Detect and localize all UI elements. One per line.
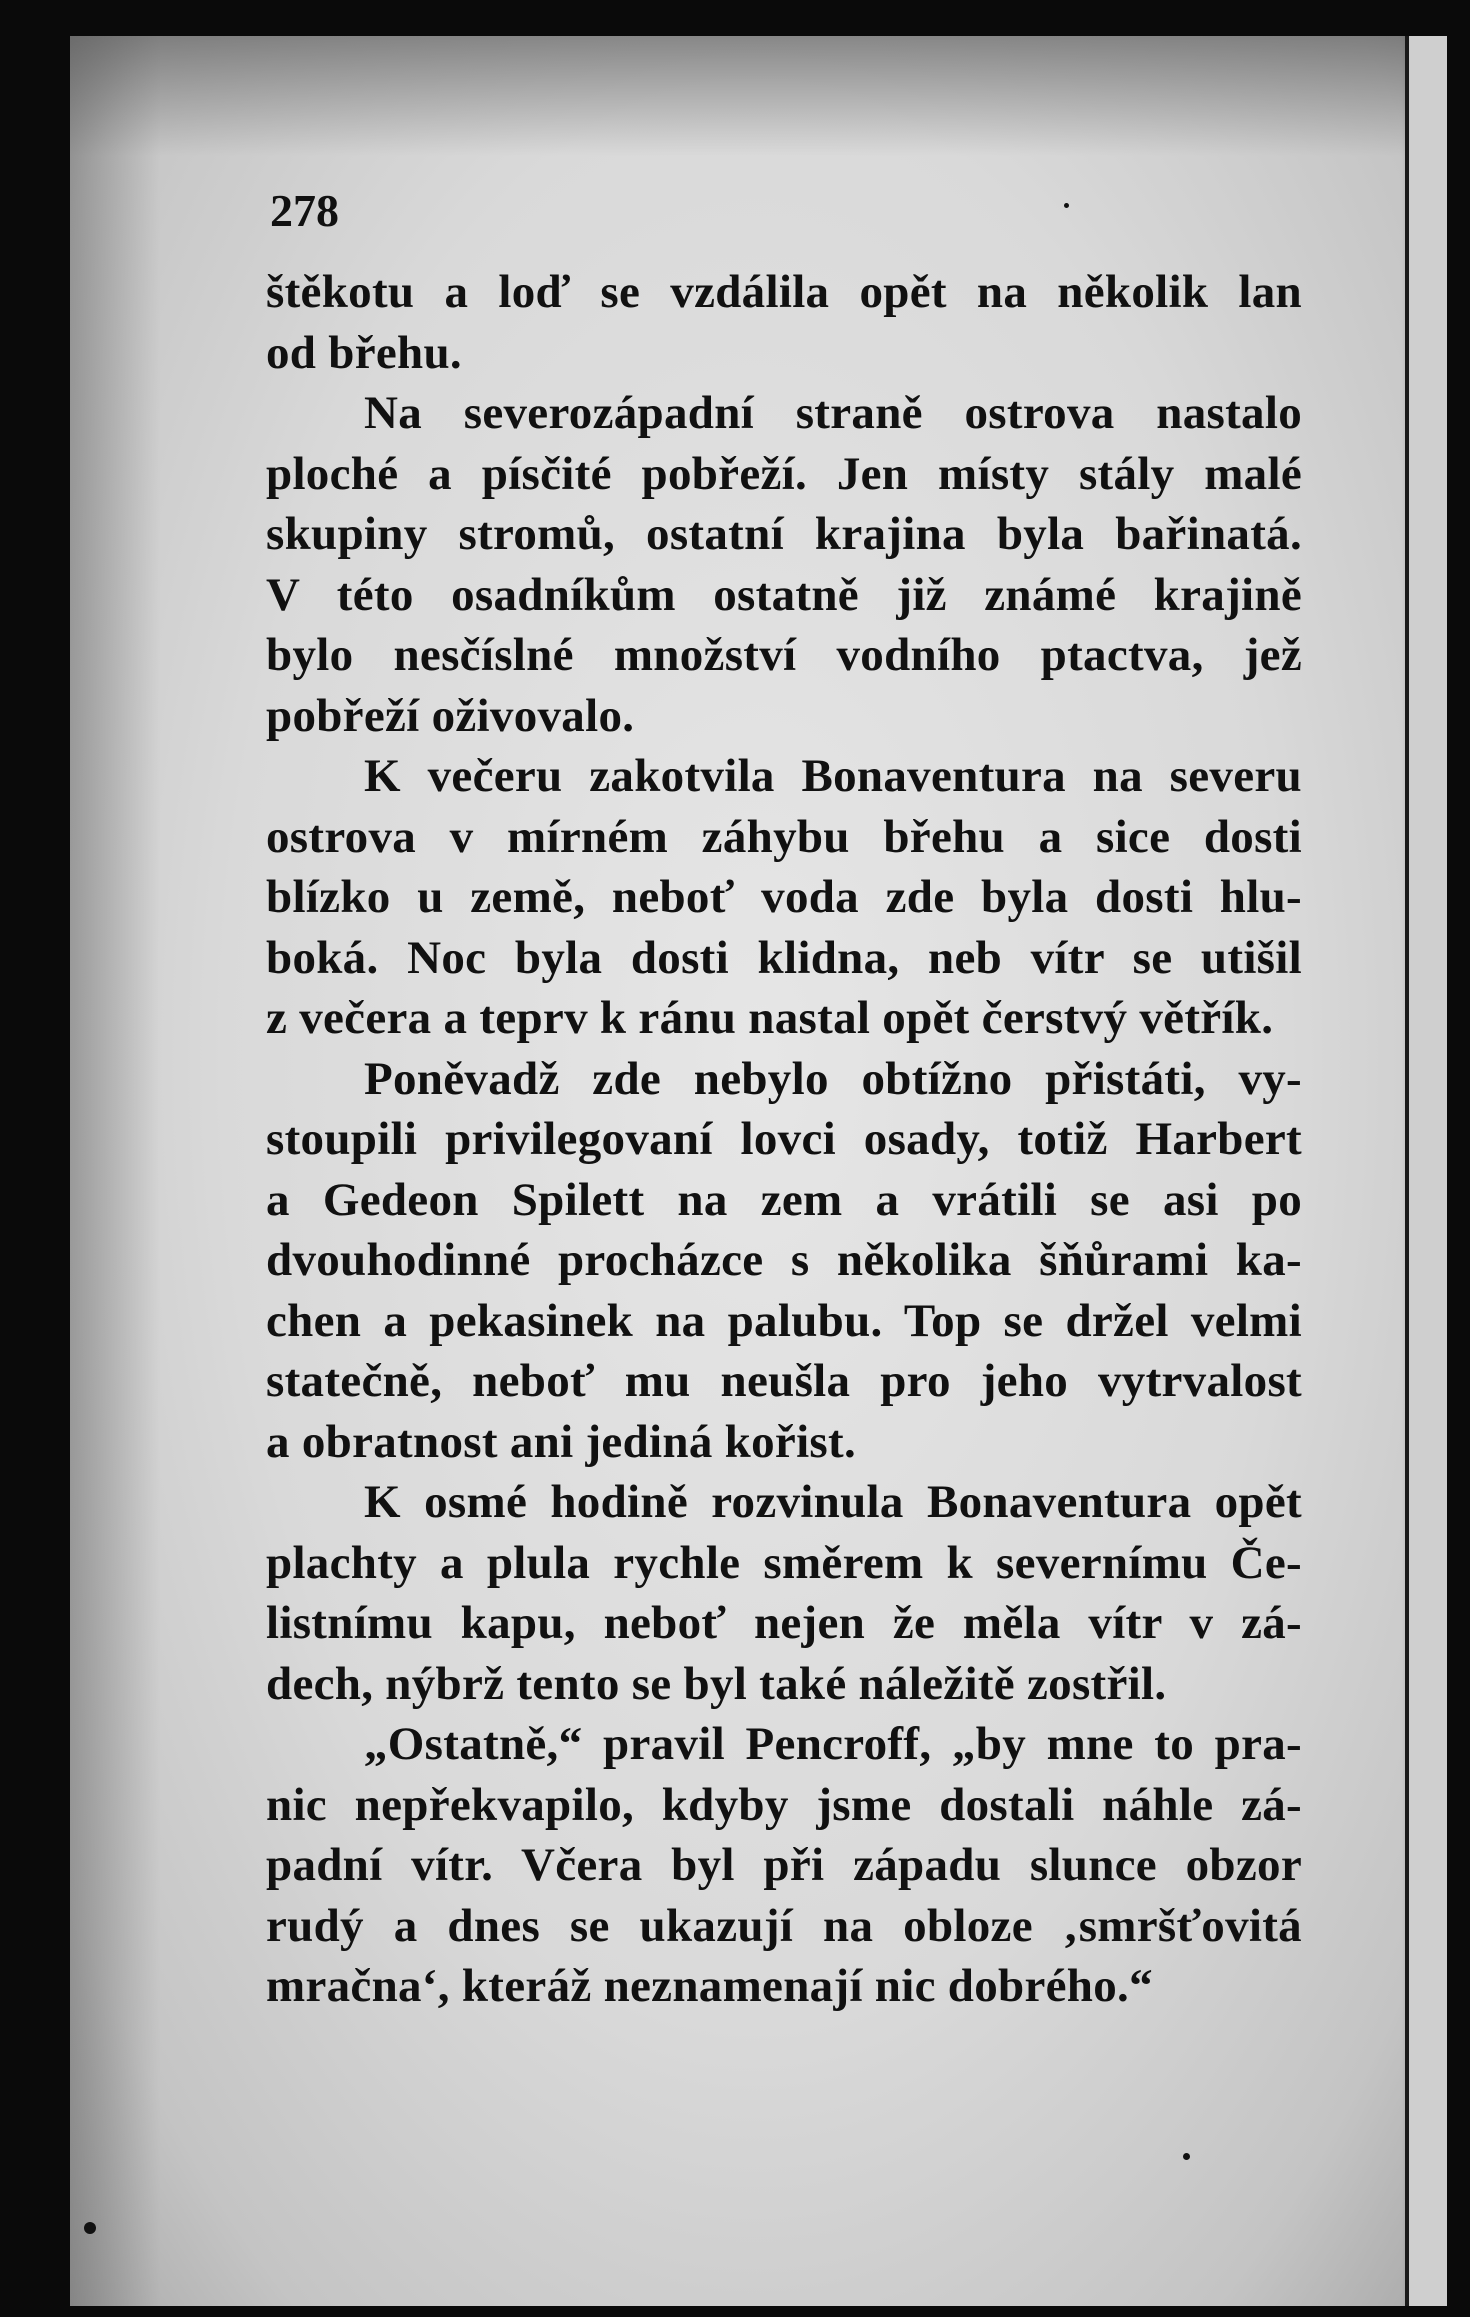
page-number: 278 (270, 185, 339, 236)
text-line: z večera a teprv k ránu nastal opět čerstvý větřík. (266, 992, 1274, 1044)
text-line: mračna‘, kteráž neznamenají nic dobrého.“ (266, 1960, 1153, 2012)
text-line: a obratnost ani jediná kořist. (266, 1415, 857, 1468)
text-line: ploché a písčité pobřeží. Jen místy stály malé (266, 447, 1302, 500)
text-line: „Ostatně,“ pravil Pencroff, „by mne to pra- (364, 1718, 1302, 1770)
text-line: skupiny stromů, ostatní krajina byla bařinatá. (266, 508, 1302, 560)
text-line: Poněvadž zde nebylo obtížno přistáti, vy- (364, 1052, 1302, 1105)
body-text (266, 262, 1302, 2017)
dust-speck (1183, 2153, 1190, 2160)
text-line: bylo nesčíslné množství vodního ptactva, jež (266, 629, 1302, 681)
text-line: V této osadníkům ostatně již známé krajině (266, 568, 1302, 621)
text-line: pobřeží oživovalo. (266, 689, 635, 742)
text-line: dech, nýbrž tento se byl také náležitě zostřil. (266, 1657, 1167, 1710)
text-line: od břehu. (266, 326, 462, 379)
text-line: stoupili privilegovaní lovci osady, totiž Harbert (266, 1113, 1302, 1165)
text-line: statečně, neboť mu neušla pro jeho vytrvalost (266, 1355, 1302, 1407)
book-gutter (1405, 36, 1447, 2306)
text-line: rudý a dnes se ukazují na obloze ‚smršťovitá (266, 1899, 1302, 1952)
text-line: štěkotu a loď se vzdálila opět na několik lan (266, 266, 1302, 318)
text-line: plachty a plula rychle směrem k severnímu Če- (266, 1536, 1302, 1589)
page-shadow-left (70, 36, 160, 2306)
text-line: K večeru zakotvila Bonaventura na severu (364, 750, 1302, 802)
text-line: a Gedeon Spilett na zem a vrátili se asi po (266, 1173, 1302, 1226)
text-line: padní vítr. Včera byl při západu slunce obzor (266, 1839, 1302, 1891)
page-shadow-top (70, 36, 1442, 156)
text-line: nic nepřekvapilo, kdyby jsme dostali náhle zá- (266, 1778, 1302, 1831)
text-line: Na severozápadní straně ostrova nastalo (364, 387, 1302, 439)
dust-speck (84, 2222, 96, 2234)
text-line: ostrova v mírném záhybu břehu a sice dosti (266, 810, 1302, 863)
text-line: K osmé hodině rozvinula Bonaventura opět (364, 1476, 1302, 1528)
dust-speck (1064, 203, 1069, 208)
text-line: boká. Noc byla dosti klidna, neb vítr se utišil (266, 931, 1302, 984)
text-line: blízko u země, neboť voda zde byla dosti hlu- (266, 871, 1302, 923)
text-line: dvouhodinné procházce s několika šňůrami ka- (266, 1234, 1302, 1286)
text-line: listnímu kapu, neboť nejen že měla vítr v zá- (266, 1597, 1302, 1649)
text-line: chen a pekasinek na palubu. Top se držel velmi (266, 1294, 1302, 1347)
